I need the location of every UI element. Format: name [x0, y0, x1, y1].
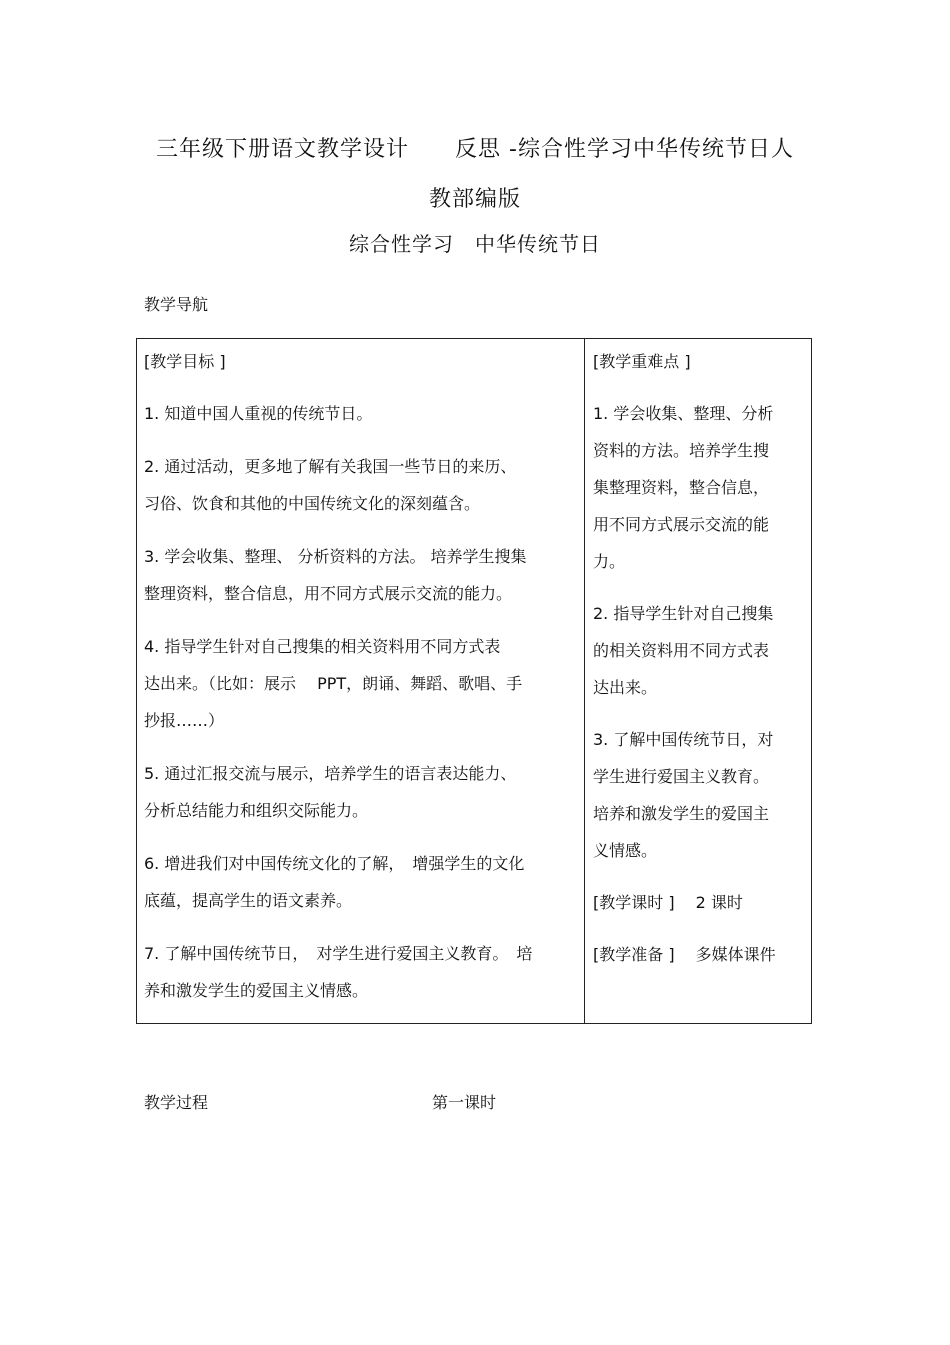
teaching-hours: [教学课时 ] 2 课时 — [593, 893, 743, 912]
objectives-column — [144, 339, 578, 1009]
objectives-header: [教学目标 ] — [144, 352, 226, 371]
objective-item: 2. 通过活动，更多地了解有关我国一些节日的来历、 习俗、饮食和其他的中国传统文化的深刻蕴含。 — [144, 457, 517, 513]
teaching-preparation: [教学准备 ] 多媒体课件 — [593, 945, 776, 964]
key-point-item: 1. 学会收集、整理、分析 资料的方法。培养学生搜 集整理资料，整合信息， 用不同方式展示交流的能 力。 — [593, 404, 774, 571]
document-title-continued: 教部编版 — [428, 187, 521, 212]
lesson-label: 第一课时 — [432, 1093, 497, 1112]
document-subtitle: 综合性学习 中华传统节日 — [349, 232, 601, 256]
objective-item: 1. 知道中国人重视的传统节日。 — [144, 404, 373, 423]
document-title: 三年级下册语文教学设计 反思 -综合性学习中华传统节日人 — [156, 137, 794, 162]
objective-item: 5. 通过汇报交流与展示，培养学生的语言表达能力、 分析总结能力和组织交际能力。 — [144, 764, 517, 820]
key-point-item: 3. 了解中国传统节日，对 学生进行爱国主义教育。 培养和激发学生的爱国主 义情感。 — [593, 730, 774, 860]
key-points-header: [教学重难点 ] — [593, 352, 691, 371]
objective-item: 7. 了解中国传统节日， 对学生进行爱国主义教育。 培 养和激发学生的爱国主义情感。 — [144, 944, 533, 1000]
nav-label: 教学导航 — [144, 295, 209, 314]
lesson-table — [136, 338, 812, 1024]
key-point-item: 2. 指导学生针对自己搜集 的相关资料用不同方式表 达出来。 — [593, 604, 774, 697]
objective-item: 4. 指导学生针对自己搜集的相关资料用不同方式表 达出来。（比如：展示 PPT，朗诵、舞蹈、歌唱、手 抄报……） — [144, 637, 523, 730]
process-label: 教学过程 — [144, 1093, 209, 1112]
column-divider — [584, 339, 585, 1023]
objective-item: 6. 增进我们对中国传统文化的了解， 增强学生的文化 底蕴，提高学生的语文素养。 — [144, 854, 525, 910]
objective-item: 3. 学会收集、整理、 分析资料的方法。 培养学生搜集 整理资料，整合信息，用不同方式展示交流的能力。 — [144, 547, 527, 603]
key-points-column — [593, 339, 803, 973]
